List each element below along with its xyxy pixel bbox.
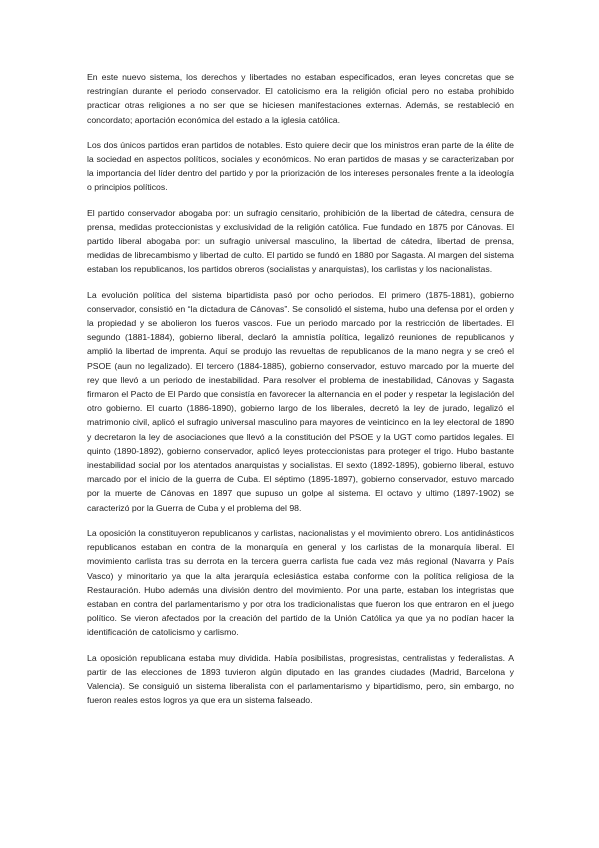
document-body (87, 70, 514, 718)
paragraph-oposicion-republicana: La oposición republicana estaba muy dividida. Había posibilistas, progresistas, centralistas y federalistas. A partir de las elecciones de 1893 tuvieron algún diputado en las grandes ciudades (Madrid, Barcelona y Valencia). Se consiguió un sistema liberalista con el parlamentarismo y bipartidismo, pero, sin embargo, no fueron reales estos logros ya que era un sistema falseado. (87, 652, 514, 706)
paragraph-conservador-liberal: El partido conservador abogaba por: un sufragio censitario, prohibición de la libertad de cátedra, censura de prensa, medidas proteccionistas y exclusividad de la religión católica. Fue fundado en 1875 por Cánovas. El partido liberal abogaba por: un sufragio universal masculino, la libertad de cátedra, libertad de prensa, medidas de librecambismo y libertad de culto. El partido se fundó en 1880 por Sagasta. Al margen del sistema estaban los republicanos, los partidos obreros (socialistas y anarquistas), los carlistas y los nacionalistas. (87, 207, 514, 275)
paragraph-oposicion-carlista: La oposición la constituyeron republicanos y carlistas, nacionalistas y el movimiento obrero. Los antidinásticos republicanos estaban en contra de la monarquía en general y los carlistas de la monarquía liberal. El movimiento carlista tras su derrota en la tercera guerra carlista fue cada vez más regional (Navarra y País Vasco) y minoritario ya que la alta jerarquía eclesiástica estaba conforme con la política religiosa de la Restauración. Hubo además una división dentro del movimiento. Por una parte, estaban los integristas que estaban en contra del parlamentarismo y por otra los tradicionalistas que fueron los que entraron en el juego político. Se vieron afectados por la creación del partido de la Unión Católica ya que ya no podían hacer la identificación de catolicismo y carlismo. (87, 527, 514, 638)
paragraph-evolucion-politica: La evolución política del sistema bipartidista pasó por ocho periodos. El primero (1875-1881), gobierno conservador, consistió en “la dictadura de Cánovas”. Se consolidó el sistema, hubo una defensa por el orden y la propiedad y se abolieron los fueros vascos. Fue un periodo marcado por la restricción de libertades. El segundo (1881-1884), gobierno liberal, declaró la amnistía política, legalizó reuniones de republicanos y amplió la libertad de imprenta. Aquí se produjo las revueltas de republicanos de la mano negra y se creó el PSOE (aun no legalizado). El tercero (1884-1885), gobierno conservador, estuvo marcado por la muerte del rey que llevó a un periodo de inestabilidad. Para resolver el problema de inestabilidad, Cánovas y Sagasta firmaron el Pacto de El Pardo que consistía en favorecer la alternancia en el poder y respetar la legislación del otro gobierno. El cuarto (1886-1890), gobierno largo de los liberales, decretó la ley de jurado, legalizó el matrimonio civil, aplicó el sufragio universal masculino para mayores de veinticinco en la ley electoral de 1890 y decretaron la ley de asociaciones que llevó a la constitución del PSOE y la UGT como partidos legales. El quinto (1890-1892), gobierno conservador, aplicó leyes proteccionistas para proteger el trigo. Hubo bastante inestabilidad social por los atentados anarquistas y socialistas. El sexto (1892-1895), gobierno liberal, estuvo marcado por el inicio de la guerra de Cuba. El séptimo (1895-1897), gobierno conservador, estuvo marcado por la muerte de Cánovas en 1897 que supuso un golpe al sistema. El octavo y ultimo (1897-1902) se caracterizó por la Guerra de Cuba y el problema del 98. (87, 289, 514, 513)
paragraph-partidos-notables: Los dos únicos partidos eran partidos de notables. Esto quiere decir que los ministros eran parte de la élite de la sociedad en aspectos políticos, sociales y económicos. No eran partidos de masas y se caracterizaban por la importancia del líder dentro del partido y por la priorización de los intereses personales frente a la ideología o principios políticos. (87, 139, 514, 193)
paragraph-derechos-libertades: En este nuevo sistema, los derechos y libertades no estaban especificados, eran leyes concretas que se restringían durante el periodo conservador. El catolicismo era la religión oficial pero no estaba prohibido practicar otras religiones a no ser que se hiciesen manifestaciones externas. Además, se restableció en concordato; aportación económica del estado a la iglesia católica. (87, 72, 514, 125)
